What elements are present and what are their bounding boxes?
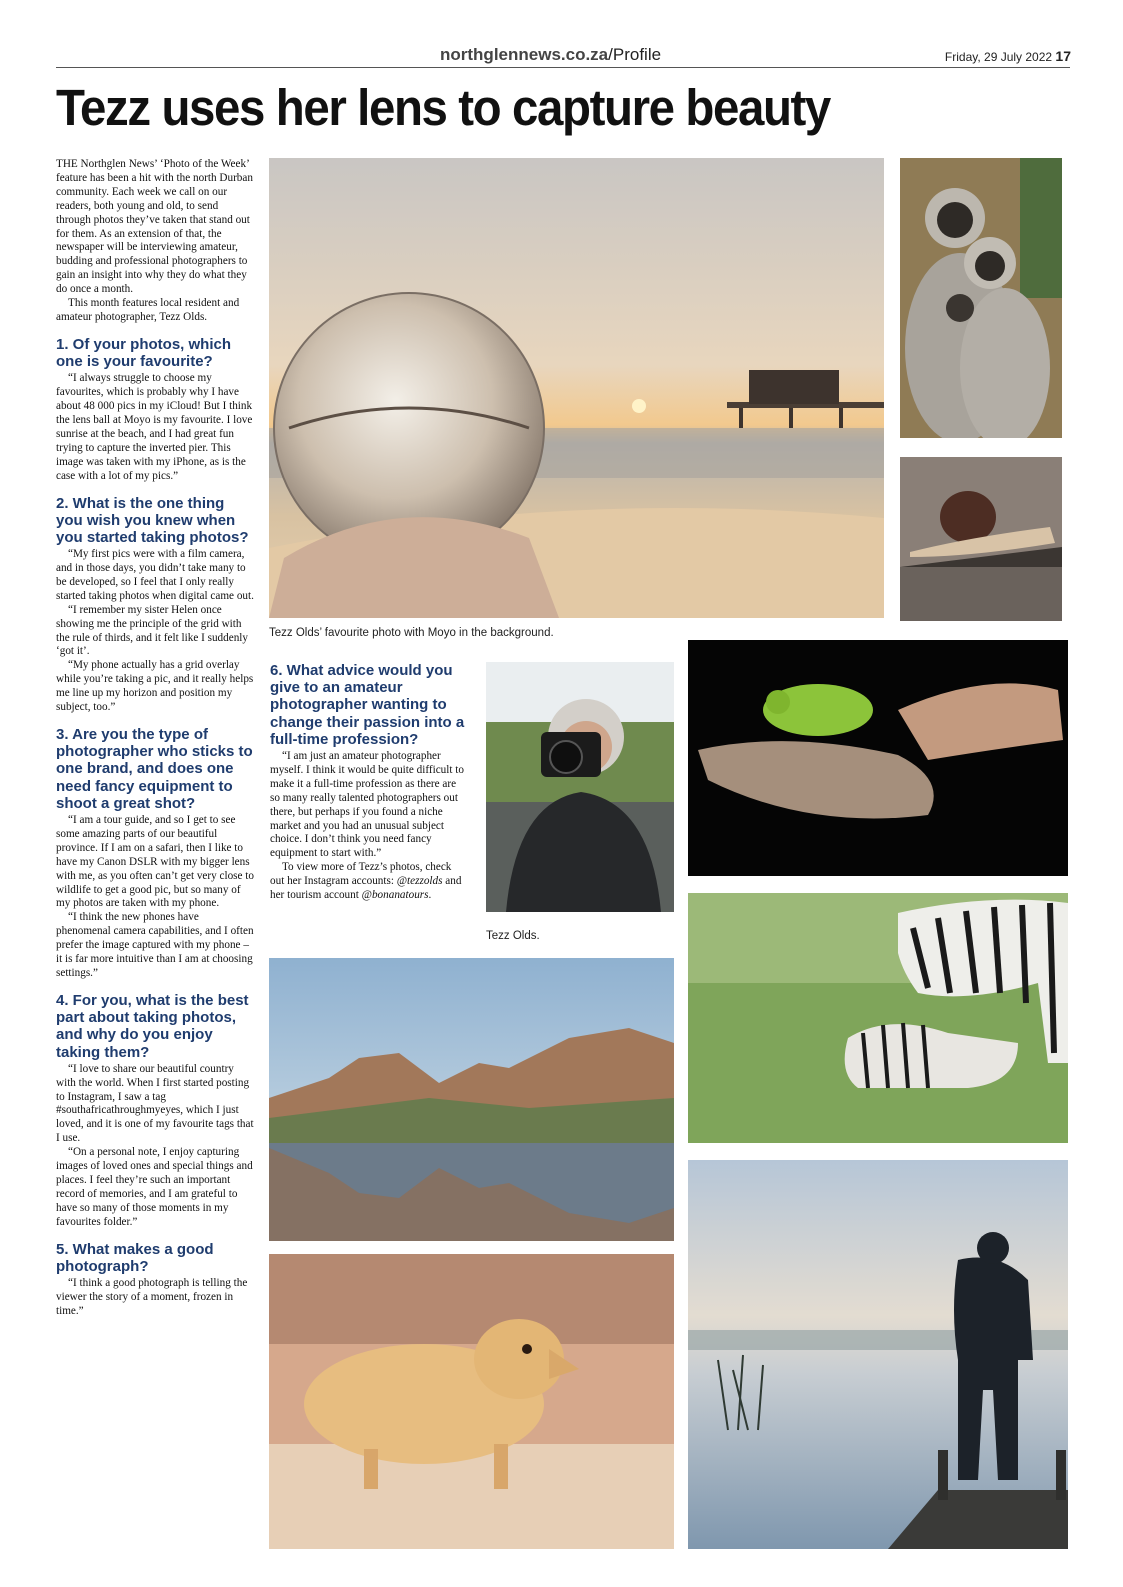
zebra-foal-photo	[688, 893, 1068, 1143]
intro-paragraph: THE Northglen News’ ‘Photo of the Week’ feature has been a hit with the north Durban community. Each week we call on our readers, both young and old, to send through photos they’ve taken that stand out for them. As an extension of that, the newspaper will be interviewing amateur, budding and professional photographers to gain an insight into why they do what they do once a month.	[56, 158, 253, 296]
snail-photo	[900, 457, 1062, 621]
lens-ball-photo	[269, 158, 884, 618]
question-heading: 6. What advice would you give to an amateur photographer wanting to change their passion into a full-time profession?	[270, 662, 465, 748]
answer-paragraph: “I always struggle to choose my favourites, which is probably why I have about 48 000 pics in my iCloud! But I think the lens ball at Moyo is my favourite. I love sunrise at the beach, and I had great fun trying to capture the inverted pier. This image was taken with my iPhone, as is the case with a lot of my pics.”	[56, 372, 253, 482]
question-heading: 3. Are you the type of photographer who sticks to one brand, and does one need fancy equipment to shoot a great shot?	[56, 726, 253, 812]
question-heading: 4. For you, what is the best part about taking photos, and why do you enjoy taking them?	[56, 991, 249, 1061]
issue-date-line	[945, 48, 1071, 64]
instagram-handle: @bonanatours	[361, 889, 429, 902]
vervet-monkeys-photo	[900, 158, 1062, 438]
question-heading: 2. What is the one thing you wish you knew when you started taking photos?	[56, 494, 249, 546]
answer-paragraph: “I remember my sister Helen once showing me the principle of the grid with the rule of thirds, and it felt like I suddenly ‘got it’.	[56, 603, 249, 658]
issue-date: Friday, 29 July 2022	[944, 50, 1053, 64]
page-number: 17	[1055, 48, 1071, 64]
chameleon-photo	[688, 640, 1068, 876]
article-column-middle	[270, 662, 466, 903]
intro-paragraph: This month features local resident and amateur photographer, Tezz Olds.	[56, 297, 240, 323]
yellow-mongoose-photo	[269, 1254, 674, 1549]
header-rule	[56, 67, 1070, 68]
answer-paragraph: “I am just an amateur photographer myself. I think it would be quite difficult to make it a full-time profession as there are so many really talented photographers out there, but perhaps if you found a niche market and you had an unusual subject choice. I don’t think you need fancy equipment to start with.”	[270, 750, 464, 860]
site-masthead	[440, 45, 661, 65]
tezz-portrait-photo	[486, 662, 674, 912]
headline: Tezz uses her lens to capture beauty	[56, 79, 830, 136]
instagram-paragraph	[270, 861, 466, 903]
answer-paragraph: “I love to share our beautiful country with the world. When I first started posting to Instagram, I saw a tag #southafricathroughmyeyes, which I just loved, and it is one of my favourite tags that I use.	[56, 1062, 254, 1145]
answer-paragraph: “I think a good photograph is telling the viewer the story of a moment, frozen in time.”	[56, 1277, 248, 1317]
instagram-handle: @tezzolds	[396, 875, 443, 888]
question-heading: 5. What makes a good photograph?	[56, 1240, 214, 1275]
answer-paragraph: “On a personal note, I enjoy capturing images of loved ones and special things and places. I feel they’re such an important record of memories, and I am grateful to have so many of those moments in my favourites folder.”	[56, 1146, 253, 1228]
portrait-caption: Tezz Olds.	[486, 930, 540, 942]
site-domain: northglennews.co.za	[440, 45, 609, 64]
instagram-middle: and her tourism account	[270, 875, 462, 902]
mountain-lake-photo	[269, 958, 674, 1241]
instagram-lead: To view more of Tezz’s photos, check out her Instagram accounts:	[270, 861, 452, 888]
site-section: /Profile	[608, 45, 662, 64]
answer-paragraph: “I am a tour guide, and so I get to see some amazing parts of our beautiful province. If I am on a safari, then I like to have my Canon DSLR with my bigger lens with me, as you often can’t get very close to wildlife to get a good pic, but so many of my photos are taken with my phone.	[56, 814, 255, 910]
man-on-jetty-photo	[688, 1160, 1068, 1549]
lens-ball-caption: Tezz Olds’ favourite photo with Moyo in the background.	[269, 627, 554, 639]
article-column-left	[56, 158, 254, 1319]
instagram-end: .	[428, 889, 432, 902]
answer-paragraph: “My first pics were with a film camera, and in those days, you didn’t take many to be developed, so I feel that I only really started taking photos when digital came out.	[56, 548, 254, 602]
answer-paragraph: “My phone actually has a grid overlay while you’re taking a pic, and it really helps me line up my horizon and position my subject, too.”	[56, 659, 254, 714]
answer-paragraph: “I think the new phones have phenomenal camera capabilities, and I often prefer the image captured with my phone – it is far more intuitive than I am at choosing settings.”	[56, 911, 254, 979]
question-heading: 1. Of your photos, which one is your favourite?	[56, 335, 232, 371]
